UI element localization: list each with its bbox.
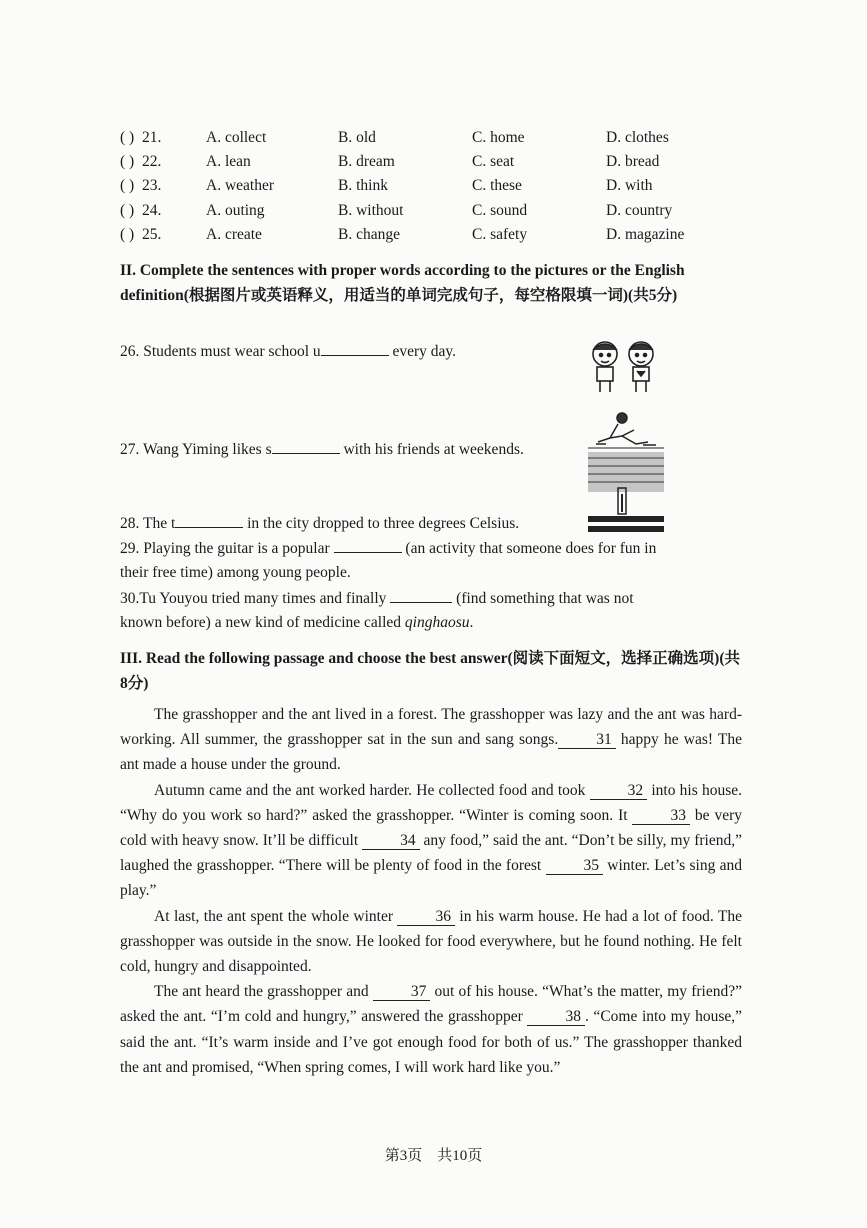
question-25: [120, 226, 760, 248]
sentence-text: 28. The t: [120, 515, 176, 532]
school-uniform-picture: [586, 336, 662, 396]
sentence-text: 27. Wang Yiming likes s: [120, 441, 272, 458]
answer-blank[interactable]: [175, 512, 243, 528]
blank-31[interactable]: 31: [558, 732, 616, 749]
blank-38[interactable]: 38: [527, 1009, 585, 1026]
sentence-28: [120, 512, 519, 535]
blank-35[interactable]: 35: [546, 858, 604, 875]
option-c: C. home: [472, 129, 525, 146]
option-c: C. sound: [472, 202, 528, 219]
paragraph-1: The grasshopper and the ant lived in a forest. The grasshopper was lazy and the ant was hard-working. All summer, the grasshopper sat in the sun and sang songs. 31 happy he was! The ant made a house under the ground.: [120, 706, 743, 774]
sentence-text: 30.Tu Youyou tried many times and finally: [120, 590, 391, 607]
sentence-text: .: [469, 614, 474, 631]
paragraph-2: Autumn came and the ant worked harder. He collected food and took 32 into his house. “Why do you work so hard?” asked the grasshopper. “Winter is coming soon. It 33 be very cold with heavy snow. It’ll be difficult 34 any food,” said the ant. “Don’t be silly, my friend,” laughed the grasshopper. “There will be plenty of food in the forest 35 winter. Let’s sing and play.”: [120, 781, 743, 900]
option-d: D. bread: [606, 153, 660, 170]
answer-paren[interactable]: ( ): [120, 177, 135, 194]
option-d: D. clothes: [606, 129, 669, 146]
option-c: C. these: [472, 177, 522, 194]
question-23: [120, 177, 760, 199]
question-21: [120, 129, 760, 151]
option-d: D. with: [606, 177, 653, 194]
blank-34[interactable]: 34: [362, 833, 420, 850]
answer-paren[interactable]: ( ): [120, 153, 135, 170]
blank-36[interactable]: 36: [397, 909, 455, 926]
skating-winter-picture: [588, 408, 664, 536]
question-number: 23.: [142, 177, 162, 194]
answer-blank[interactable]: [334, 537, 402, 553]
option-a: A. collect: [206, 129, 267, 146]
sentence-26: [120, 340, 456, 363]
section-3-title: III. Read the following passage and choose the best answer(阅读下面短文，选择正确选项)(共8分): [120, 650, 741, 692]
medicine-name: qinghaosu: [404, 614, 470, 631]
sentence-30: [120, 587, 634, 610]
passage: [120, 702, 742, 1080]
option-b: B. change: [338, 226, 400, 243]
sentence-text: (an activity that someone does for fun in: [401, 540, 657, 557]
question-number: 21.: [142, 129, 162, 146]
question-number: 24.: [142, 202, 162, 219]
blank-37[interactable]: 37: [373, 984, 431, 1001]
blank-33[interactable]: 33: [632, 808, 690, 825]
question-number: 25.: [142, 226, 162, 243]
answer-blank[interactable]: [390, 587, 452, 603]
answer-paren[interactable]: ( ): [120, 129, 135, 146]
option-d: D. country: [606, 202, 673, 219]
sentence-27: [120, 438, 524, 461]
sentence-text: every day.: [388, 343, 457, 360]
question-number: 22.: [142, 153, 162, 170]
sentence-text: find something that was not: [461, 590, 634, 607]
blank-32[interactable]: 32: [590, 783, 648, 800]
answer-paren[interactable]: ( ): [120, 226, 135, 243]
option-c: C. seat: [472, 153, 515, 170]
answer-blank[interactable]: [321, 340, 389, 356]
sentence-30-cont: [120, 612, 473, 634]
sentence-29: [120, 537, 656, 560]
paragraph-3: At last, the ant spent the whole winter 36 in his warm house. He had a lot of food. The grasshopper was outside in the snow. He looked for food everywhere, but he found nothing. He felt cold, hungry and disappointed.: [120, 907, 743, 976]
sentence-29-cont: their free time) among young people.: [120, 564, 351, 581]
option-b: B. think: [338, 177, 388, 194]
question-24: [120, 202, 760, 224]
option-b: B. dream: [338, 153, 395, 170]
option-b: B. old: [338, 129, 376, 146]
option-a: A. create: [206, 226, 262, 243]
sentence-text: with his friends at weekends.: [339, 441, 524, 458]
paragraph-4: The ant heard the grasshopper and 37 out of his house. “What’s the matter, my friend?” asked the ant. “I’m cold and hungry,” answered the grasshopper 38 . “Come into my house,” said the ant. “It’s warm inside and I’ve got enough food for both of us.” The grasshopper thanked the ant and promised, “When spring comes, I will work hard like you.”: [120, 983, 743, 1076]
sentence-text: 26. Students must wear school u: [120, 343, 321, 360]
sentence-text: 29. Playing the guitar is a popular: [120, 540, 334, 557]
answer-blank[interactable]: [272, 438, 340, 454]
answer-paren[interactable]: ( ): [120, 202, 135, 219]
sentence-text: (: [452, 590, 462, 607]
question-22: [120, 153, 760, 175]
option-c: C. safety: [472, 226, 528, 243]
option-a: A. lean: [206, 153, 251, 170]
sentence-text: in the city dropped to three degrees Celsius.: [243, 515, 520, 532]
sentence-text: known before) a new kind of medicine called: [120, 614, 405, 631]
page-footer: 第3页 共10页: [384, 1148, 483, 1164]
option-d: D. magazine: [606, 226, 685, 243]
option-a: A. weather: [206, 177, 274, 194]
option-b: B. without: [338, 202, 404, 219]
section-2-title: II. Complete the sentences with proper words according to the pictures or the English definition(根据图片或英语释义，用适当的单词完成句子，每空格限填一词)(共5分): [120, 262, 685, 304]
option-a: A. outing: [206, 202, 265, 219]
